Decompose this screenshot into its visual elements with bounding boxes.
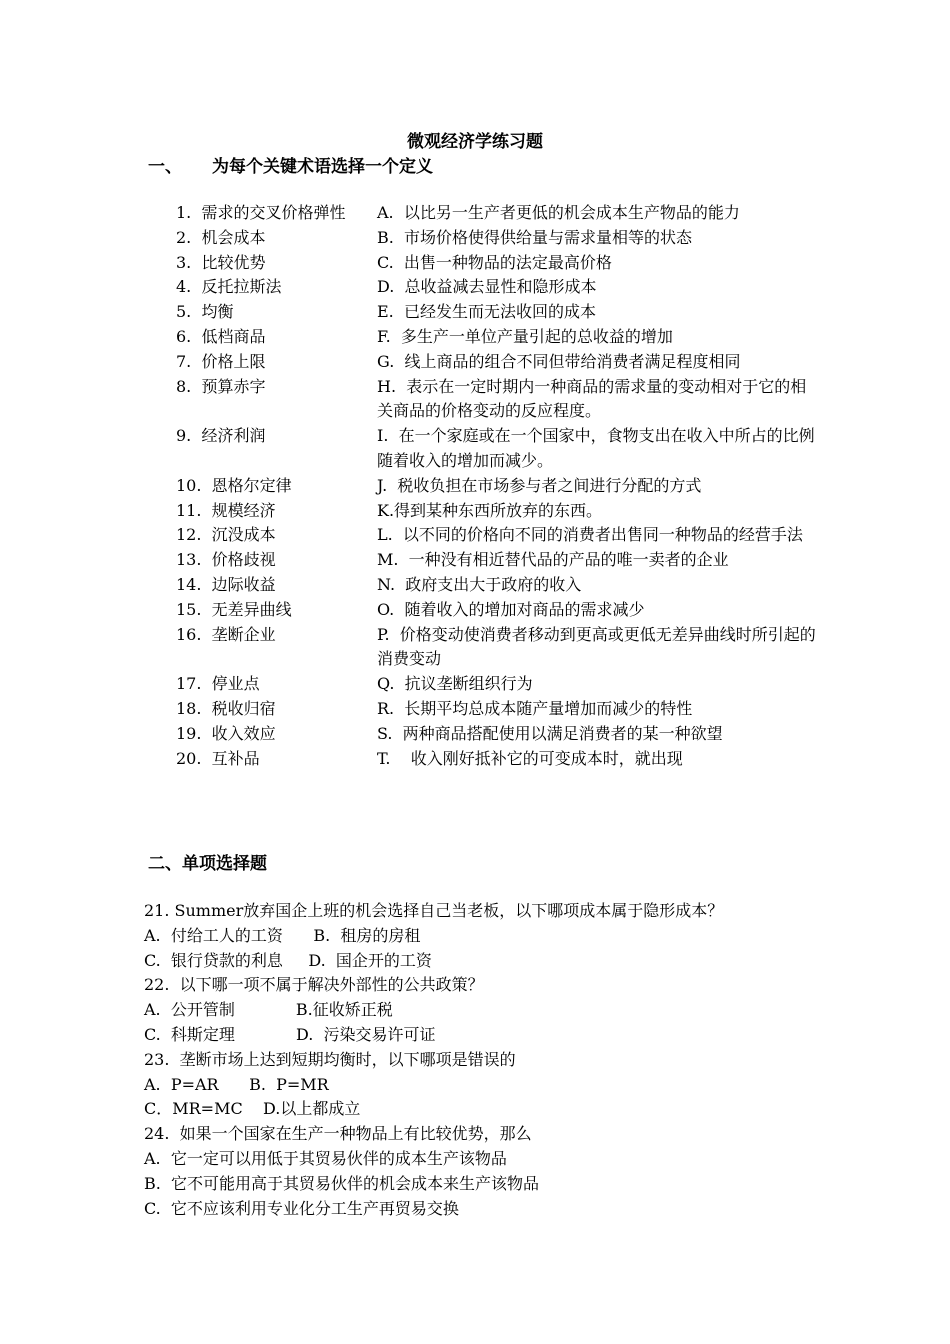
term-row — [176, 747, 816, 772]
option-line: C. 它不应该利用专业化分工生产再贸易交换 — [144, 1198, 459, 1218]
term-row — [176, 499, 816, 524]
term-row — [176, 226, 816, 251]
term: 2. 机会成本 — [176, 227, 266, 247]
definition: B. 市场价格使得供给量与需求量相等的状态 — [377, 227, 693, 247]
term: 15. 无差异曲线 — [176, 599, 292, 619]
term-row — [176, 573, 816, 598]
definition: J. 税收负担在市场参与者之间进行分配的方式 — [377, 475, 702, 495]
term: 3. 比较优势 — [176, 252, 266, 272]
definition: R. 长期平均总成本随产量增加而减少的特性 — [377, 698, 693, 718]
definition: D. 总收益减去显性和隐形成本 — [377, 277, 597, 297]
term: 12. 沉没成本 — [176, 525, 276, 545]
term-row — [176, 325, 816, 350]
term-row — [176, 548, 816, 573]
definition: M. 一种没有相近替代品的产品的唯一卖者的企业 — [377, 550, 729, 570]
definition: S. 两种商品搭配使用以满足消费者的某一种欲望 — [377, 723, 723, 743]
definition: N. 政府支出大于政府的收入 — [377, 574, 582, 594]
definition: I. 在一个家庭或在一个国家中，食物支出在收入中所占的比例随着收入的增加而减少。 — [377, 426, 815, 470]
terms-table — [176, 201, 816, 771]
term: 13. 价格歧视 — [176, 550, 276, 570]
term: 14. 边际收益 — [176, 574, 276, 594]
option-line: A. 付给工人的工资 B. 租房的房租 — [144, 925, 421, 945]
term-row — [176, 722, 816, 747]
term-row — [176, 598, 816, 623]
question-text: 22. 以下哪一项不属于解决外部性的公共政策？ — [144, 975, 484, 995]
term-row — [176, 474, 816, 499]
term-row — [176, 623, 816, 673]
option-line: A. 它一定可以用低于其贸易伙伴的成本生产该物品 — [144, 1148, 507, 1168]
term-row — [176, 350, 816, 375]
term-row — [176, 300, 816, 325]
section-1-number: 一、 — [148, 157, 182, 177]
question-text: 24. 如果一个国家在生产一种物品上有比较优势，那么 — [144, 1124, 532, 1144]
term: 4. 反托拉斯法 — [176, 277, 282, 297]
definition: C. 出售一种物品的法定最高价格 — [377, 252, 612, 272]
definition: K.得到某种东西所放弃的东西。 — [377, 500, 603, 520]
page-title: 微观经济学练习题 — [407, 132, 543, 152]
definition: L. 以不同的价格向不同的消费者出售同一种物品的经营手法 — [377, 525, 803, 545]
term-row — [176, 697, 816, 722]
term-row — [176, 672, 816, 697]
term: 10. 恩格尔定律 — [176, 475, 292, 495]
term: 16. 垄断企业 — [176, 624, 276, 644]
definition: G. 线上商品的组合不同但带给消费者满足程度相同 — [377, 351, 741, 371]
definition: E. 已经发生而无法收回的成本 — [377, 302, 596, 322]
definition: T. 收入刚好抵补它的可变成本时，就出现 — [377, 748, 683, 768]
term-row — [176, 275, 816, 300]
section-1-title: 为每个关键术语选择一个定义 — [212, 157, 433, 177]
option-line: A. P=AR B. P=MR — [144, 1074, 329, 1094]
option-line: A. 公开管制 B.征收矫正税 — [144, 1000, 393, 1020]
option-line: C．MR=MC D.以上都成立 — [144, 1099, 361, 1119]
term: 5. 均衡 — [176, 302, 234, 322]
term-row — [176, 523, 816, 548]
definition: Q. 抗议垄断组织行为 — [377, 674, 533, 694]
section-2-heading: 二、单项选择题 — [148, 854, 267, 874]
term: 6. 低档商品 — [176, 326, 266, 346]
term: 20. 互补品 — [176, 748, 260, 768]
option-line: C. 银行贷款的利息 D. 国企开的工资 — [144, 950, 432, 970]
question-text: 21. Summer放弃国企上班的机会选择自己当老板，以下哪项成本属于隐形成本？ — [144, 901, 724, 920]
definition: A. 以比另一生产者更低的机会成本生产物品的能力 — [377, 203, 740, 222]
term: 19. 收入效应 — [176, 723, 276, 743]
term: 18. 税收归宿 — [176, 698, 276, 718]
definition: O. 随着收入的增加对商品的需求减少 — [377, 599, 645, 619]
term: 11. 规模经济 — [176, 500, 276, 520]
question-text: 23. 垄断市场上达到短期均衡时，以下哪项是错误的 — [144, 1049, 516, 1069]
option-line: B. 它不可能用高于其贸易伙伴的机会成本来生产该物品 — [144, 1173, 540, 1193]
term: 8. 预算赤字 — [176, 376, 266, 396]
term-row — [176, 375, 816, 425]
term-row — [176, 424, 816, 474]
definition: P. 价格变动使消费者移动到更高或更低无差异曲线时所引起的消费变动 — [377, 624, 816, 669]
questions-list — [144, 899, 844, 1221]
definition: F. 多生产一单位产量引起的总收益的增加 — [377, 326, 673, 346]
term: 9. 经济利润 — [176, 426, 266, 446]
term: 1. 需求的交叉价格弹性 — [176, 203, 346, 222]
option-line: C. 科斯定理 D. 污染交易许可证 — [144, 1024, 436, 1044]
term-row — [176, 201, 816, 226]
term-row — [176, 251, 816, 276]
definition: H. 表示在一定时期内一种商品的需求量的变动相对于它的相关商品的价格变动的反应程度。 — [377, 376, 807, 421]
section-1-heading — [148, 152, 433, 177]
term: 7. 价格上限 — [176, 351, 266, 371]
term: 17. 停业点 — [176, 674, 260, 694]
